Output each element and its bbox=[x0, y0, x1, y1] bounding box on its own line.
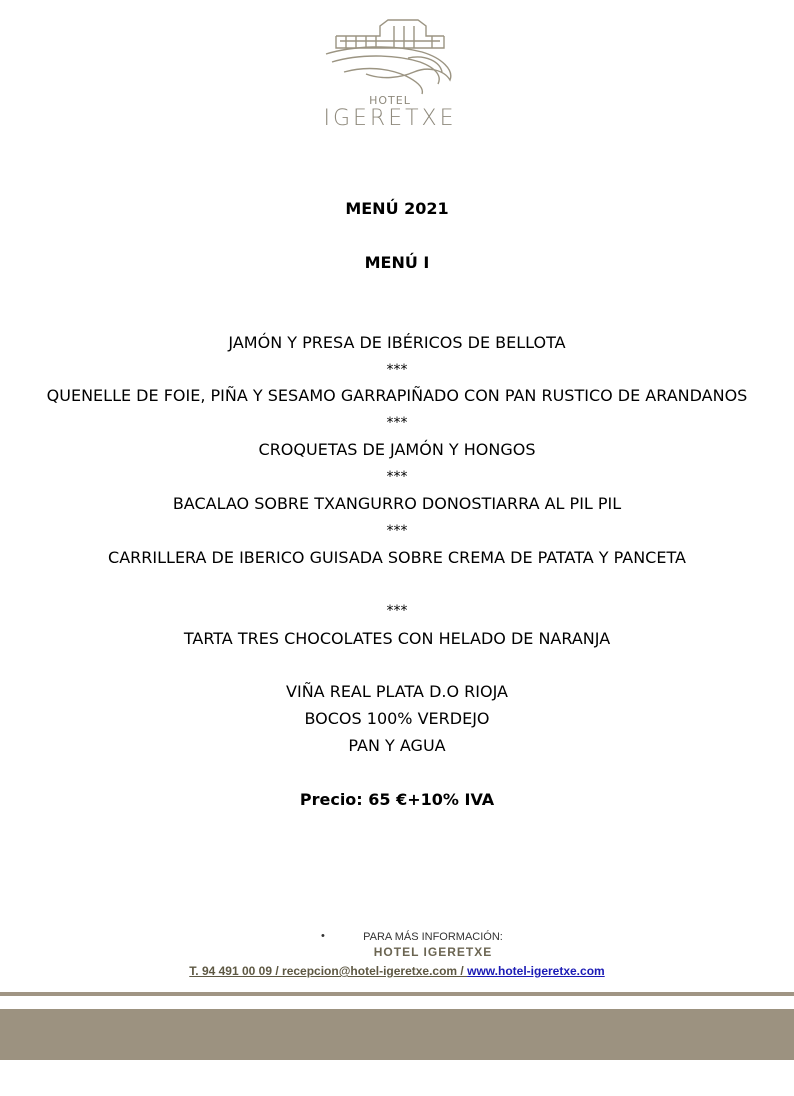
course-3: CROQUETAS DE JAMÓN Y HONGOS bbox=[258, 440, 536, 459]
drink-2: BOCOS 100% VERDEJO bbox=[304, 709, 490, 728]
menu-subtitle: MENÚ I bbox=[364, 253, 430, 272]
drink-1: VIÑA REAL PLATA D.O RIOJA bbox=[286, 682, 508, 701]
menu-title: MENÚ 2021 bbox=[345, 199, 449, 218]
footer-website-link[interactable]: www.hotel-igeretxe.com bbox=[467, 964, 605, 978]
menu-price: Precio: 65 €+10% IVA bbox=[299, 790, 495, 809]
footer-hotel-name: HOTEL IGERETXE bbox=[373, 945, 493, 959]
logo-hotel-text: HOTEL bbox=[369, 94, 411, 107]
course-4: BACALAO SOBRE TXANGURRO DONOSTIARRA AL PIL PIL bbox=[172, 494, 622, 513]
footer-band bbox=[0, 1009, 794, 1060]
course-separator: *** bbox=[386, 469, 408, 485]
course-separator: *** bbox=[386, 362, 408, 378]
logo-hotel-name: IGERETXE bbox=[323, 106, 457, 131]
course-5: CARRILLERA DE IBERICO GUISADA SOBRE CREMA DE PATATA Y PANCETA bbox=[108, 548, 686, 567]
hotel-building-icon bbox=[322, 14, 458, 96]
footer-info-label: PARA MÁS INFORMACIÓN: bbox=[363, 931, 503, 943]
course-separator: *** bbox=[386, 415, 408, 431]
footer-bullet: • bbox=[321, 930, 325, 942]
dessert: TARTA TRES CHOCOLATES CON HELADO DE NARANJA bbox=[183, 629, 611, 648]
course-1: JAMÓN Y PRESA DE IBÉRICOS DE BELLOTA bbox=[228, 333, 566, 352]
footer-contact bbox=[0, 964, 794, 978]
course-separator: *** bbox=[386, 603, 408, 619]
course-separator: *** bbox=[386, 523, 408, 539]
hotel-logo bbox=[310, 14, 470, 131]
drink-3: PAN Y AGUA bbox=[348, 736, 446, 755]
footer-contact-details: T. 94 491 00 09 / recepcion@hotel-igeretxe.com / bbox=[189, 964, 468, 978]
course-2: QUENELLE DE FOIE, PIÑA Y SESAMO GARRAPIÑADO CON PAN RUSTICO DE ARANDANOS bbox=[46, 386, 748, 405]
footer-divider bbox=[0, 992, 794, 996]
